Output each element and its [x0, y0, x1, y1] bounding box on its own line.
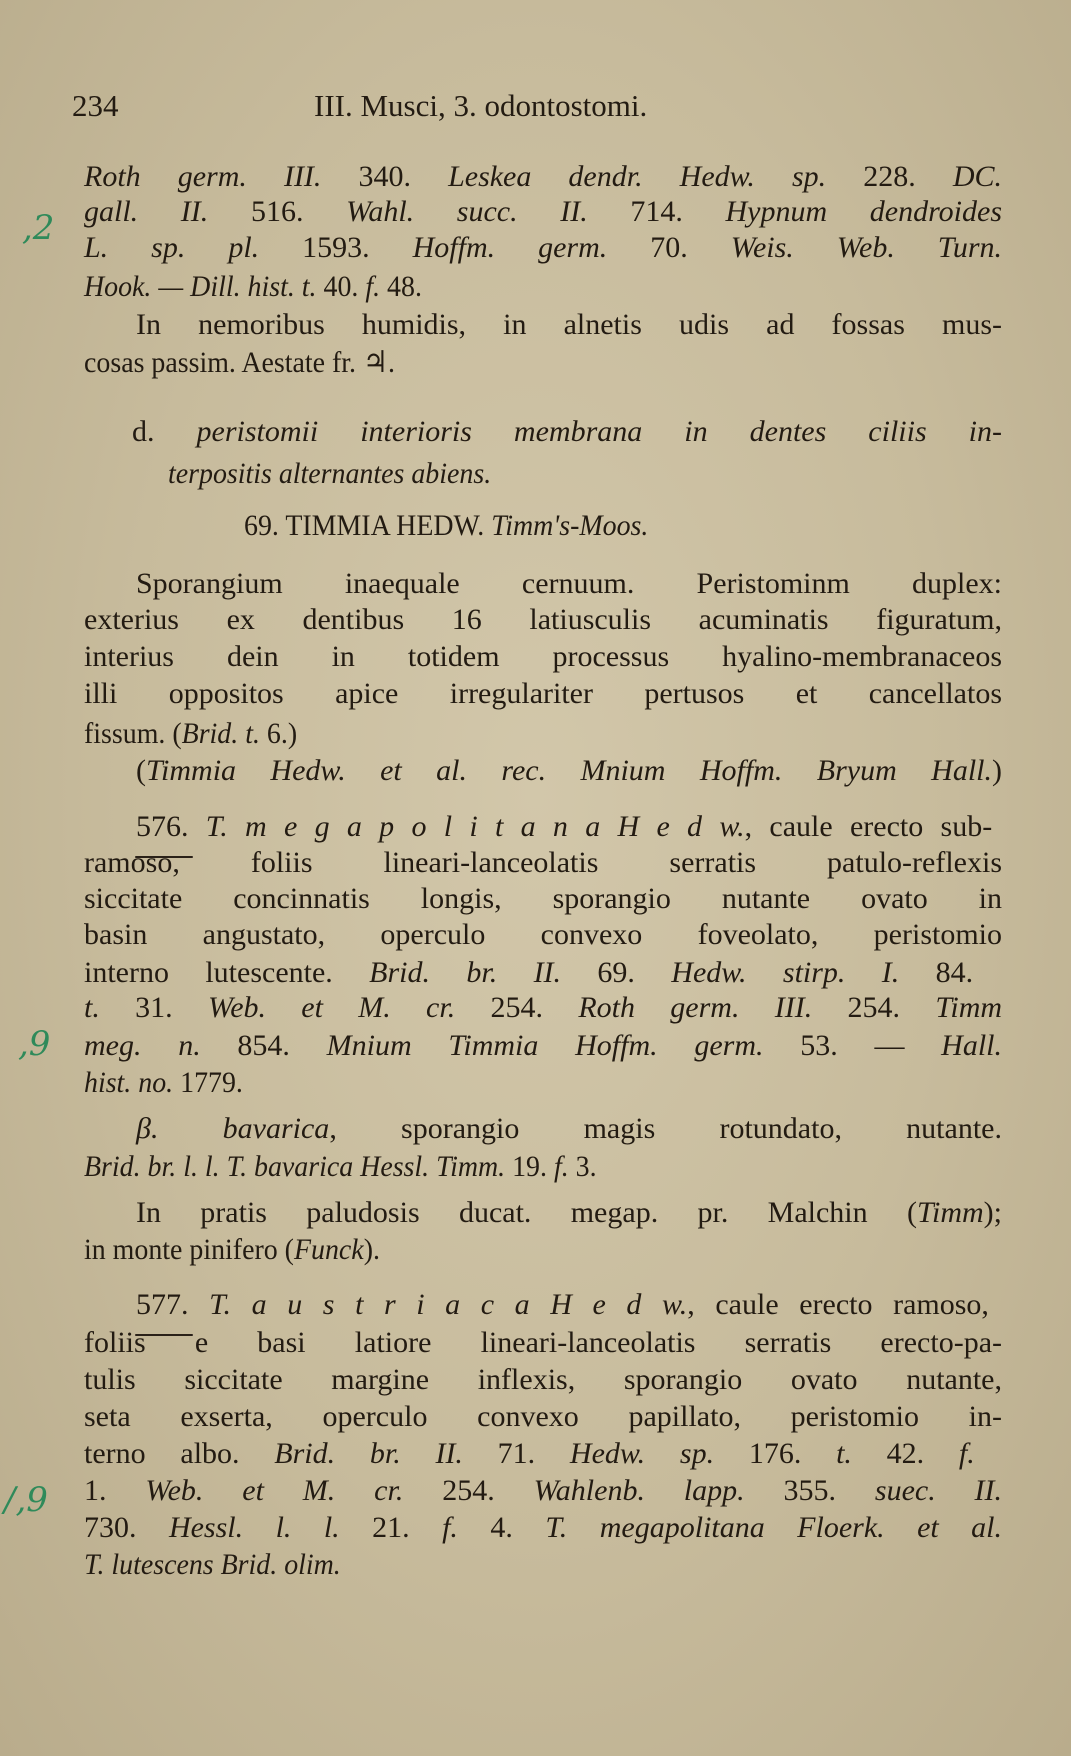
text-line: [136, 1112, 1002, 1146]
roman-text: 19.: [505, 1150, 554, 1183]
roman-text: 70.: [607, 231, 731, 264]
text-line: [84, 1066, 243, 1100]
text-line: [84, 1326, 1002, 1360]
roman-text: siccitate concinnatis longis, sporangio nutante ovato in: [84, 882, 1002, 915]
text-line: [84, 1363, 1002, 1397]
roman-text: 6.): [259, 717, 298, 750]
roman-text: illi oppositos apice irregulariter pertusos et cancellatos: [84, 677, 1002, 710]
roman-text: 576.: [136, 810, 206, 843]
roman-text: 1779.: [173, 1066, 243, 1099]
roman-text: , caule erecto sub-: [744, 810, 993, 843]
roman-text: 31.: [99, 991, 208, 1024]
italic-text: Hall.: [941, 1029, 1003, 1062]
italic-text: Timm's-Moos.: [491, 509, 649, 542]
italic-text: Web. et M. cr.: [207, 991, 456, 1024]
roman-text: 21.: [339, 1511, 443, 1544]
roman-text: 254.: [455, 991, 579, 1024]
italic-text: Web. et M. cr.: [145, 1474, 404, 1507]
italic-text: Hedw. sp.: [569, 1437, 715, 1470]
text-line: [84, 991, 1002, 1025]
roman-text: 53. —: [763, 1029, 942, 1062]
italic-text: Brid. br. II.: [369, 956, 562, 989]
text-line: [136, 567, 1002, 601]
roman-text: interno lutescente.: [84, 956, 370, 989]
italic-text: t.: [84, 991, 100, 1024]
italic-text: f.: [958, 1437, 975, 1470]
roman-text: );: [983, 1196, 1002, 1229]
roman-text: 355.: [744, 1474, 875, 1507]
text-line: [84, 640, 1002, 674]
italic-text: L. sp. pl.: [84, 231, 260, 264]
text-line: [84, 717, 297, 751]
italic-text: Timm: [935, 991, 1003, 1024]
roman-text: 84.: [899, 956, 974, 989]
italic-text: Roth germ. III.: [578, 991, 813, 1024]
roman-text: 3.: [568, 1150, 597, 1183]
roman-text: , sporangio magis rotundato, nutante.: [329, 1112, 1002, 1145]
italic-text: Hessl. l. l.: [168, 1511, 340, 1544]
italic-text: DC.: [952, 160, 1002, 193]
roman-text: 254.: [812, 991, 936, 1024]
italic-text: Roth germ. III.: [84, 160, 322, 193]
text-line: [84, 346, 395, 380]
text-line: [136, 308, 1002, 342]
roman-text: basin angustato, operculo convexo foveolato, peristomio: [84, 918, 1002, 951]
italic-text: suec. II.: [874, 1474, 1003, 1507]
roman-text: 42.: [851, 1437, 959, 1470]
text-line: [84, 195, 1002, 229]
italic-text: Brid. br. l. l. T. bavarica Hessl. Timm.: [84, 1150, 506, 1183]
italic-text: β. bavarica: [136, 1112, 330, 1145]
roman-text: in monte pinifero (: [84, 1233, 294, 1266]
text-line: [84, 918, 1002, 952]
roman-text: d.: [132, 415, 155, 448]
italic-text: Wahl. succ. II.: [346, 195, 588, 228]
roman-text: tulis siccitate margine inflexis, sporangio ovato nutante,: [84, 1363, 1002, 1396]
italic-text: Weis. Web. Turn.: [730, 231, 1003, 264]
roman-text: ).: [363, 1233, 380, 1266]
roman-text: 1.: [84, 1474, 146, 1507]
roman-text: 577.: [136, 1288, 210, 1321]
roman-text: seta exserta, operculo convexo papillato, peristomio in-: [84, 1400, 1002, 1433]
text-line: [136, 1288, 989, 1322]
roman-text: In pratis paludosis ducat. megap. pr. Malchin (: [136, 1196, 917, 1229]
italic-text: f.: [365, 270, 381, 303]
roman-text: 69.: [561, 956, 672, 989]
italic-text: Leskea dendr. Hedw. sp.: [448, 160, 827, 193]
italic-text: Wahlenb. lapp.: [533, 1474, 745, 1507]
roman-text: cosas passim. Aestate fr. ♃.: [84, 346, 395, 379]
italic-text: terpositis alternantes abiens.: [168, 457, 492, 490]
italic-text: gall. II.: [84, 195, 209, 228]
roman-text: 228.: [826, 160, 953, 193]
roman-text: Sporangium inaequale cernuum. Peristominm duplex:: [136, 567, 1002, 600]
text-line: [84, 603, 1002, 637]
running-title: III. Musci, 3. odontostomi.: [314, 88, 648, 123]
italic-text: Funck: [293, 1233, 364, 1266]
roman-text: fissum. (: [84, 717, 182, 750]
margin-note: ,2: [22, 208, 55, 248]
italic-text: t.: [836, 1437, 852, 1470]
italic-text: T. m e g a p o l i t a n a H e d w.: [205, 810, 745, 843]
roman-text: 69. TIMMIA HEDW.: [244, 509, 492, 542]
italic-text: T. a u s t r i a c a H e d w.: [209, 1288, 688, 1321]
text-line: [132, 415, 1002, 449]
roman-text: 4.: [457, 1511, 546, 1544]
text-line: [136, 1196, 1002, 1230]
text-line: [84, 1233, 380, 1267]
roman-text: 176.: [714, 1437, 837, 1470]
text-line: [84, 677, 1002, 711]
text-line: [84, 160, 1002, 194]
text-line: [84, 882, 1002, 916]
margin-note: /,9: [4, 1480, 48, 1520]
italic-text: Timmia Hedw. et al. rec. Mnium Hoffm. Bryum Hall.: [146, 754, 992, 787]
italic-text: Hook. — Dill. hist. t.: [84, 270, 317, 303]
italic-text: Timm: [916, 1196, 984, 1229]
page-number: 234: [72, 88, 119, 123]
roman-text: (: [136, 754, 146, 787]
roman-text: ): [992, 754, 1002, 787]
roman-text: , caule erecto ramoso,: [687, 1288, 989, 1321]
italic-text: Hypnum dendroides: [725, 195, 1002, 228]
roman-text: 854.: [200, 1029, 327, 1062]
italic-text: Mnium Timmia Hoffm. germ.: [326, 1029, 764, 1062]
roman-text: 254.: [403, 1474, 534, 1507]
text-line: [84, 1511, 1002, 1545]
roman-text: 714.: [587, 195, 726, 228]
text-line: [84, 270, 422, 304]
italic-text: f.: [442, 1511, 458, 1544]
roman-text: In nemoribus humidis, in alnetis udis ad fossas mus-: [136, 308, 1002, 341]
text-line: [84, 1548, 341, 1582]
roman-text: 1593.: [259, 231, 413, 264]
margin-note: ,9: [18, 1024, 51, 1064]
italic-text: hist. no.: [84, 1066, 174, 1099]
text-line: [84, 1400, 1002, 1434]
text-line: [168, 457, 491, 491]
italic-text: T. megapolitana Floerk. et al.: [545, 1511, 1003, 1544]
italic-text: Brid. t.: [181, 717, 260, 750]
roman-text: 340.: [321, 160, 449, 193]
italic-text: Brid. br. II.: [274, 1437, 463, 1470]
italic-text: T. lutescens Brid. olim.: [84, 1548, 341, 1581]
roman-text: 516.: [208, 195, 347, 228]
italic-text: peristomii interioris membrana in dentes ciliis in-: [154, 415, 1002, 448]
roman-text: terno albo.: [84, 1437, 275, 1470]
text-line: [84, 846, 1002, 880]
text-line: [84, 1029, 1002, 1063]
italic-text: Hedw. stirp. I.: [671, 956, 900, 989]
roman-text: interius dein in totidem processus hyalino-membranaceos: [84, 640, 1002, 673]
roman-text: 730.: [84, 1511, 169, 1544]
roman-text: 40.: [316, 270, 366, 303]
roman-text: 71.: [462, 1437, 570, 1470]
italic-text: Hoffm. germ.: [412, 231, 608, 264]
roman-text: exterius ex dentibus 16 latiusculis acuminatis figuratum,: [84, 603, 1002, 636]
roman-text: foliis e basi latiore lineari-lanceolatis serratis erecto-pa-: [84, 1326, 1002, 1359]
text-line: [244, 509, 648, 543]
text-line: [84, 1474, 1002, 1508]
italic-text: f.: [553, 1150, 569, 1183]
text-line: [84, 1150, 597, 1184]
text-line: [84, 1437, 975, 1471]
text-line: [136, 754, 1002, 788]
roman-text: ramoso, foliis lineari-lanceolatis serratis patulo-reflexis: [84, 846, 1002, 879]
italic-text: meg. n.: [84, 1029, 201, 1062]
text-line: [136, 810, 992, 844]
text-line: [84, 956, 973, 990]
roman-text: 48.: [380, 270, 422, 303]
text-line: [84, 231, 1002, 265]
